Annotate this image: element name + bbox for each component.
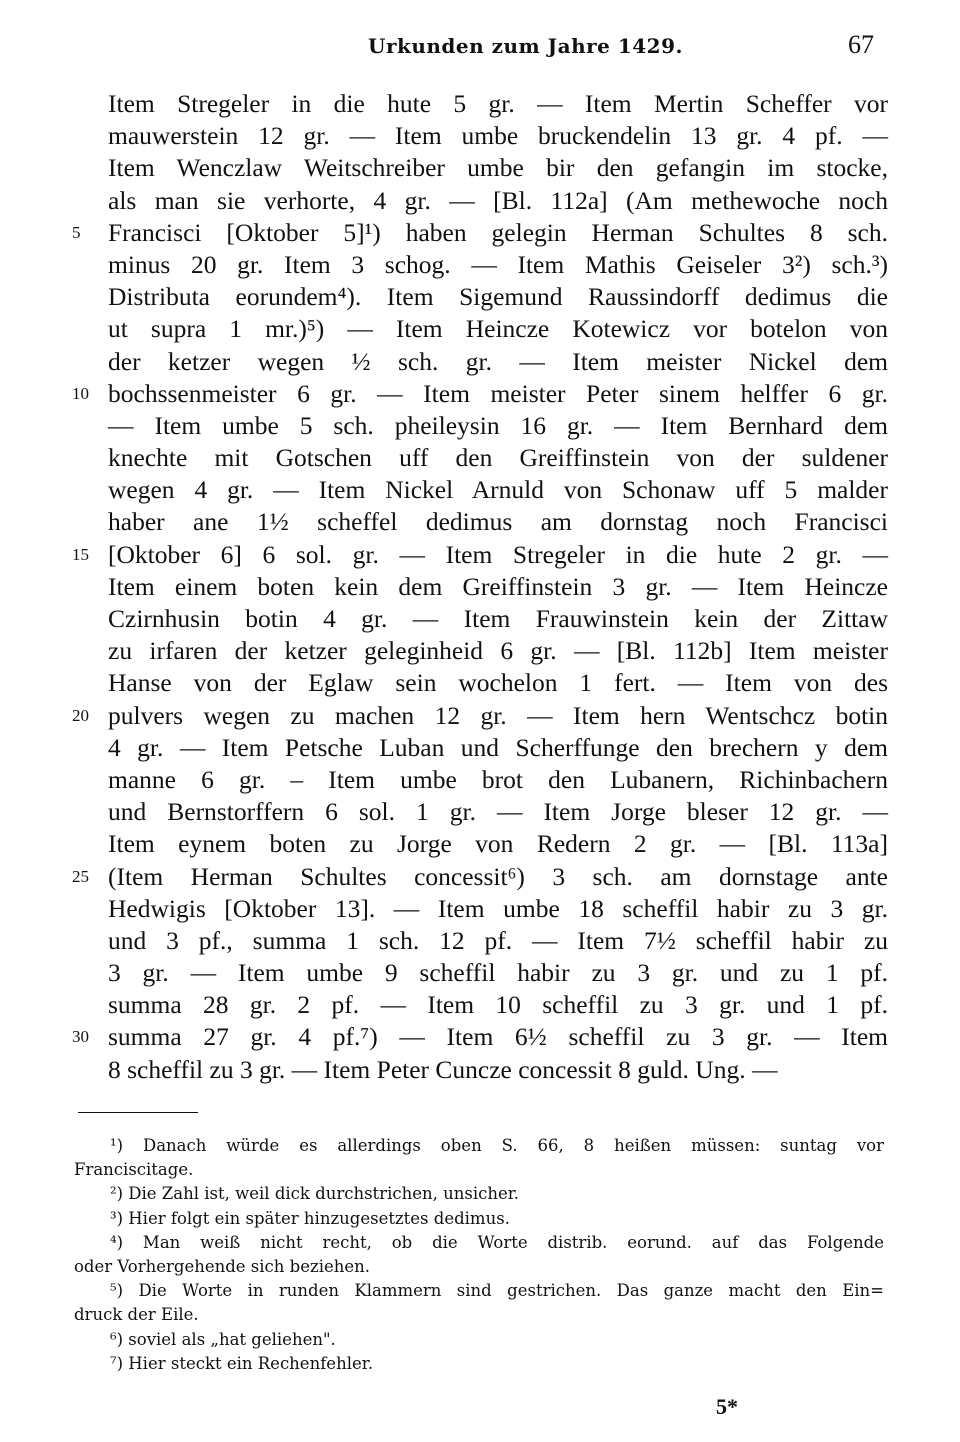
- line-text: (Item Herman Schultes concessit⁶) 3 sch. am dornstage ante: [108, 861, 888, 891]
- footnote-line: ²) Die Zahl ist, weil dick durchstrichen, unsicher.: [110, 1184, 520, 1204]
- line-text: Item Wenczlaw Weitschreiber umbe bir den gefangin im stocke,: [108, 153, 888, 183]
- line-text: 8 scheffil zu 3 gr. — Item Peter Cuncze concessit 8 guld. Ung. —: [108, 1054, 778, 1084]
- footnote-separator: [78, 1112, 198, 1113]
- text-line: [72, 378, 888, 410]
- line-text: Item eynem boten zu Jorge von Redern 2 gr. — [Bl. 113a]: [108, 829, 888, 859]
- footnote-line: druck der Eile.: [74, 1305, 199, 1325]
- line-text: und Bernstorffern 6 sol. 1 gr. — Item Jorge bleser 12 gr. —: [108, 797, 888, 827]
- line-text: Francisci [Oktober 5]¹) haben gelegin Herman Schultes 8 sch.: [108, 217, 888, 247]
- text-line: [108, 506, 888, 538]
- text-line: [108, 571, 888, 603]
- text-line: [108, 732, 888, 764]
- footnote-line: ⁵) Die Worte in runden Klammern sind gestrichen. Das ganze macht den Ein=: [110, 1281, 884, 1301]
- page-number: 67: [848, 30, 874, 59]
- page-header: [0, 30, 960, 74]
- line-text: [Oktober 6] 6 sol. gr. — Item Stregeler in die hute 2 gr. —: [108, 539, 888, 569]
- text-line: [108, 249, 888, 281]
- line-number: 10: [72, 383, 89, 403]
- text-line: [72, 217, 888, 249]
- line-text: Item einem boten kein dem Greiffinstein 3 gr. — Item Heincze: [108, 571, 888, 601]
- line-text: — Item umbe 5 sch. pheileysin 16 gr. — Item Bernhard dem: [108, 410, 888, 440]
- line-text: mauwerstein 12 gr. — Item umbe bruckendelin 13 gr. 4 pf. —: [108, 121, 888, 151]
- line-text: Hedwigis [Oktober 13]. — Item umbe 18 scheffil habir zu 3 gr.: [108, 893, 888, 923]
- footnote-line: ⁷) Hier steckt ein Rechenfehler.: [110, 1353, 374, 1373]
- text-line: [108, 989, 888, 1021]
- line-text: als man sie verhorte, 4 gr. — [Bl. 112a] (Am methewoche noch: [108, 185, 888, 215]
- footnote-line: ¹) Danach würde es allerdings oben S. 66, 8 heißen müssen: suntag vor: [110, 1136, 884, 1155]
- text-line: [108, 764, 888, 796]
- line-text: ut supra 1 mr.)⁵) — Item Heincze Kotewicz vor botelon von: [108, 314, 888, 344]
- line-text: summa 28 gr. 2 pf. — Item 10 scheffil zu 3 gr. und 1 pf.: [108, 990, 888, 1020]
- text-line: [108, 88, 888, 120]
- text-line: [72, 539, 888, 571]
- text-line: [108, 635, 888, 667]
- line-text: manne 6 gr. – Item umbe brot den Lubanern, Richinbachern: [108, 764, 888, 794]
- text-line: [108, 120, 888, 152]
- text-line: [108, 893, 888, 925]
- line-text: der ketzer wegen ½ sch. gr. — Item meister Nickel dem: [108, 346, 888, 376]
- footnote-line: ⁶) soviel als „hat geliehen".: [110, 1329, 336, 1349]
- footnote-line: ³) Hier folgt ein später hinzugesetztes dedimus.: [110, 1208, 510, 1228]
- running-title: Urkunden zum Jahre 1429.: [368, 34, 683, 58]
- line-text: 4 gr. — Item Petsche Luban und Scherffunge den brechern y dem: [108, 732, 888, 762]
- signature-mark: 5*: [716, 1394, 738, 1419]
- footnote-line: ⁴) Man weiß nicht recht, ob die Worte distrib. eorund. auf das Folgende: [110, 1232, 884, 1252]
- text-line: [72, 700, 888, 732]
- line-number: 15: [72, 544, 89, 564]
- footnotes: [74, 1134, 884, 1376]
- text-line: [108, 346, 888, 378]
- footnote-line: oder Vorhergehende sich beziehen.: [74, 1256, 370, 1276]
- text-line: [108, 313, 888, 345]
- text-line: [108, 796, 888, 828]
- line-text: pulvers wegen zu machen 12 gr. — Item hern Wentschcz botin: [108, 700, 888, 730]
- line-text: knechte mit Gotschen uff den Greiffinstein von der suldener: [108, 443, 888, 473]
- line-text: Czirnhusin botin 4 gr. — Item Frauwinstein kein der Zittaw: [108, 604, 888, 633]
- line-text: Hanse von der Eglaw sein wochelon 1 fert. — Item von des: [108, 668, 888, 698]
- line-text: Distributa eorundem⁴). Item Sigemund Raussindorff dedimus die: [108, 282, 888, 312]
- line-text: und 3 pf., summa 1 sch. 12 pf. — Item 7½ scheffil habir zu: [108, 925, 888, 955]
- line-text: 3 gr. — Item umbe 9 scheffil habir zu 3 gr. und zu 1 pf.: [108, 958, 888, 988]
- line-number: 25: [72, 866, 89, 886]
- line-number: 5: [72, 222, 81, 242]
- text-line: [108, 957, 888, 989]
- line-text: haber ane 1½ scheffel dedimus am dornstag noch Francisci: [108, 507, 888, 537]
- text-line: [72, 1021, 888, 1053]
- text-line: [108, 1054, 888, 1086]
- line-text: summa 27 gr. 4 pf.⁷) — Item 6½ scheffil zu 3 gr. — Item: [108, 1022, 888, 1052]
- text-line: [72, 861, 888, 893]
- text-line: [108, 828, 888, 860]
- text-line: [108, 667, 888, 699]
- line-number: 30: [72, 1027, 89, 1047]
- line-text: zu irfaren der ketzer geleginheid 6 gr. — [Bl. 112b] Item meister: [108, 636, 888, 666]
- text-line: [108, 925, 888, 957]
- text-line: [108, 410, 888, 442]
- text-line: [108, 474, 888, 506]
- line-text: bochssenmeister 6 gr. — Item meister Peter sinem helffer 6 gr.: [108, 378, 888, 408]
- text-line: [108, 603, 888, 635]
- main-text: [72, 88, 888, 1086]
- text-line: [108, 442, 888, 474]
- line-text: wegen 4 gr. — Item Nickel Arnuld von Schonaw uff 5 malder: [108, 475, 888, 505]
- line-number: 20: [72, 705, 89, 725]
- footnote-line: Franciscitage.: [74, 1160, 194, 1180]
- text-line: [108, 185, 888, 217]
- text-line: [108, 152, 888, 184]
- text-line: [108, 281, 888, 313]
- line-text: minus 20 gr. Item 3 schog. — Item Mathis Geiseler 3²) sch.³): [108, 249, 888, 279]
- line-text: Item Stregeler in die hute 5 gr. — Item Mertin Scheffer vor: [108, 89, 888, 118]
